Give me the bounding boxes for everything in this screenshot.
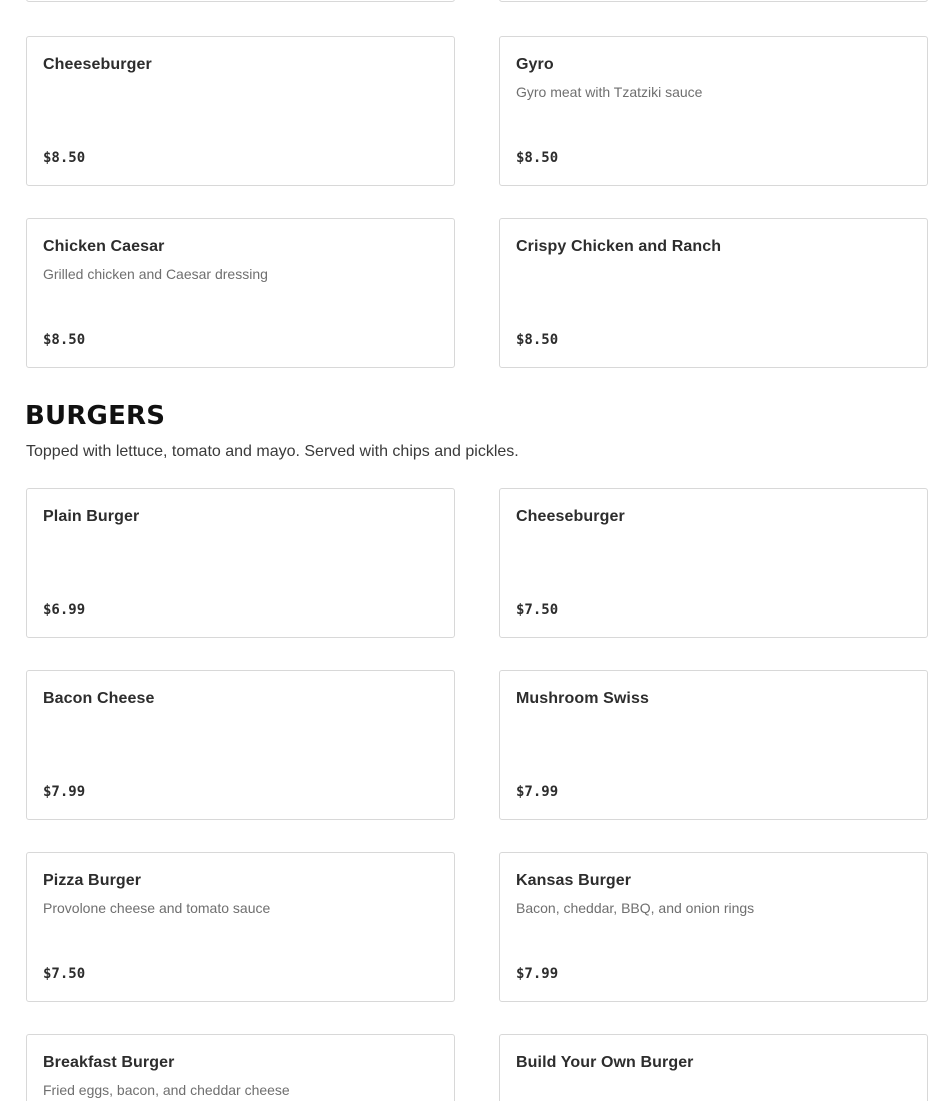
menu-item-name: Chicken Caesar [43,238,165,255]
section-description: Topped with lettuce, tomato and mayo. Served with chips and pickles. [26,443,519,460]
menu-item-name: Cheeseburger [516,508,625,525]
section-title: BURGERS [25,401,166,431]
menu-item-card[interactable] [499,852,928,1002]
menu-item-name: Cheeseburger [43,56,152,73]
menu-item-card[interactable] [26,670,455,820]
menu-item-description: Bacon, cheddar, BBQ, and onion rings [516,900,755,916]
menu-item-price: $7.99 [43,784,86,800]
menu-item-name: Breakfast Burger [43,1054,175,1071]
menu-item-description: Grilled chicken and Caesar dressing [43,266,268,282]
menu-item-card[interactable] [26,36,455,186]
menu-item-price: $6.99 [43,602,86,618]
menu-item-price: $8.50 [43,150,86,166]
menu-item-name: Kansas Burger [516,872,632,889]
menu-item-price: $8.50 [516,150,559,166]
menu-item-price: $7.50 [516,602,559,618]
menu-item-price: $7.99 [516,784,559,800]
menu-item-card[interactable] [499,218,928,368]
menu-item-price: $8.50 [516,332,559,348]
menu-item-name: Bacon Cheese [43,690,155,707]
menu-item-price: $7.99 [516,966,559,982]
menu-item-card[interactable] [499,0,928,2]
menu-item-price: $7.50 [43,966,86,982]
menu-item-name: Plain Burger [43,508,140,525]
menu-item-price: $8.50 [43,332,86,348]
menu-item-description: Fried eggs, bacon, and cheddar cheese [43,1082,290,1098]
menu-item-card[interactable] [26,852,455,1002]
menu-item-description: Gyro meat with Tzatziki sauce [516,84,703,100]
menu-item-name: Crispy Chicken and Ranch [516,238,722,255]
menu-item-card[interactable] [26,218,455,368]
menu-item-name: Build Your Own Burger [516,1054,694,1071]
menu-item-name: Gyro [516,56,554,73]
menu-item-card[interactable] [26,1034,455,1101]
menu-item-card[interactable] [499,36,928,186]
menu-item-card[interactable] [499,670,928,820]
menu-item-card[interactable] [26,488,455,638]
menu-item-name: Pizza Burger [43,872,142,889]
menu-item-description: Provolone cheese and tomato sauce [43,900,271,916]
menu-item-card[interactable] [499,1034,928,1101]
menu-item-card[interactable] [499,488,928,638]
menu-item-card[interactable] [26,0,455,2]
menu-item-name: Mushroom Swiss [516,690,649,707]
